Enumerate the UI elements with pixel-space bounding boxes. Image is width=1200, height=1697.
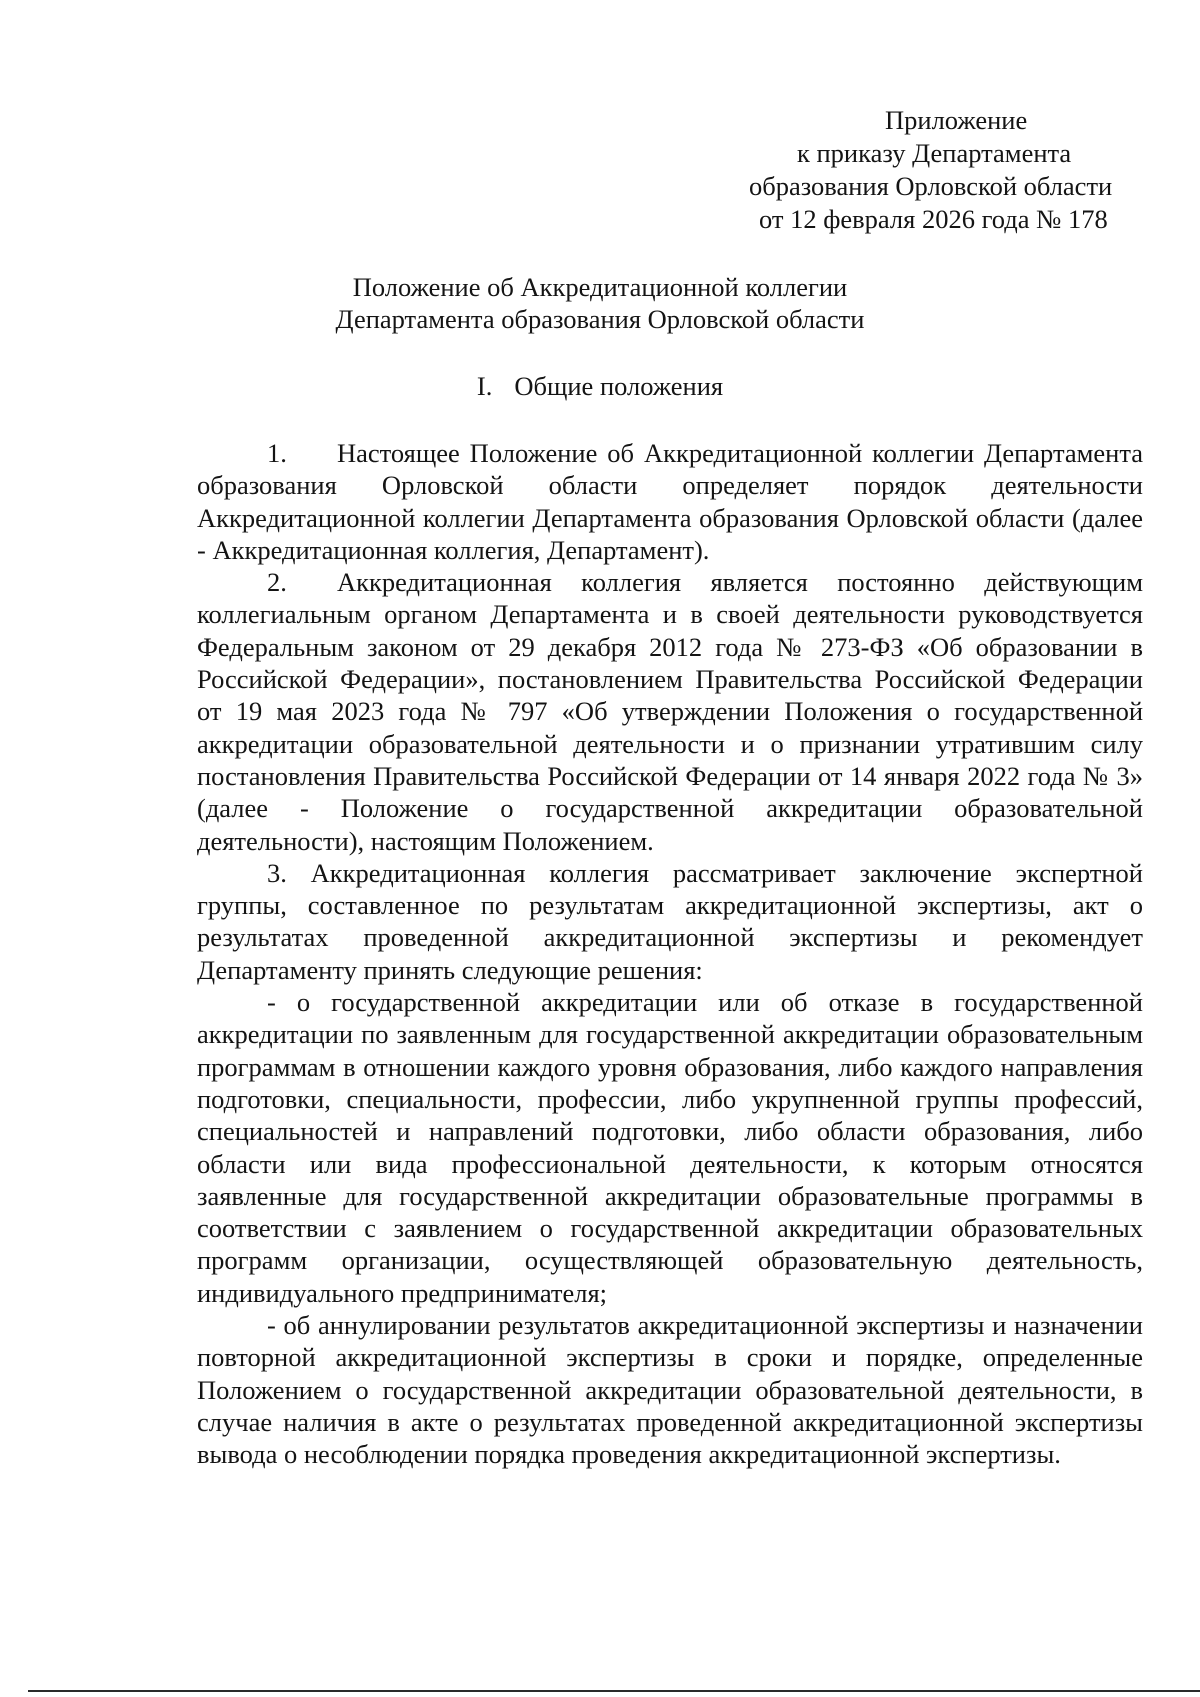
section-heading [0,370,1200,402]
section-number: I. [476,371,493,401]
document-body [197,437,1143,1471]
paragraph-text: Аккредитационная коллегия является постоянно действующим коллегиальным органом Департамента и в своей деятельности руководствуется Федеральным законом от 29 декабря 2012 года № 273-ФЗ «Об образовании в Российской Федерации», постановлением Правительства Российской Федерации от 19 мая 2023 года № 797 «Об утверждении Положения о государственной аккредитации образовательной деятельности и о признании утратившим силу постановления Правительства Российской Федерации от 14 января 2022 года № 3» (далее - Положение о государственной аккредитации образовательной деятельности), настоящим Положением. [197,567,1143,856]
list-item-text: - об аннулировании результатов аккредитационной экспертизы и назначении повторной аккредитационной экспертизы в сроки и порядке, определенные Положением о государственной аккредитации образовательной деятельности, в случае наличия в акте о результатах проведенной аккредитационной экспертизы вывода о несоблюдении порядка проведения аккредитационной экспертизы. [197,1310,1143,1470]
title-line: Положение об Аккредитационной коллегии [352,272,848,302]
section-title: Общие положения [514,371,724,401]
bottom-rule [28,1690,1200,1692]
paragraph-text: Аккредитационная коллегия рассматривает заключение экспертной группы, составленное по результатам аккредитационной экспертизы, акт о результатах проведенной аккредитационной экспертизы и рекомендует Департаменту принять следующие решения: [197,857,1143,985]
paragraph [197,857,1143,986]
paragraph-number: 2. [267,567,287,598]
list-item [197,986,1143,1309]
appendix-line: образования Орловской области [749,171,1113,201]
appendix-block [680,104,1200,236]
paragraph-text: Настоящее Положение об Аккредитационной коллегии Департамента образования Орловской области определяет порядок деятельности Аккредитационной коллегии Департамента образования Орловской области (далее - Аккредитационная коллегия, Департамент). [197,438,1143,565]
paragraph-number: 1. [267,438,287,468]
list-item [197,1309,1143,1470]
paragraph-number: 3. [267,857,287,888]
appendix-line: Приложение [885,105,1028,135]
paragraph [197,437,1143,566]
title-line: Департамента образования Орловской области [335,304,865,334]
list-item-text: - о государственной аккредитации или об отказе в государственной аккредитации по заявленным для государственной аккредитации образовательным программам в отношении каждого уровня образования, либо каждого направления подготовки, специальности, профессии, либо укрупненной группы профессий, специальностей и направлений подготовки, либо области образования, либо области или вида профессиональной деятельности, к которым относятся заявленные для государственной аккредитации образовательные программы в соответствии с заявлением о государственной аккредитации образовательных программ организации, осуществляющей образовательную деятельность, индивидуального предпринимателя; [197,987,1143,1308]
appendix-line: от 12 февраля 2026 года № 178 [759,204,1108,234]
document-title [0,271,1200,335]
paragraph [197,566,1143,857]
appendix-line: к приказу Департамента [797,138,1072,168]
